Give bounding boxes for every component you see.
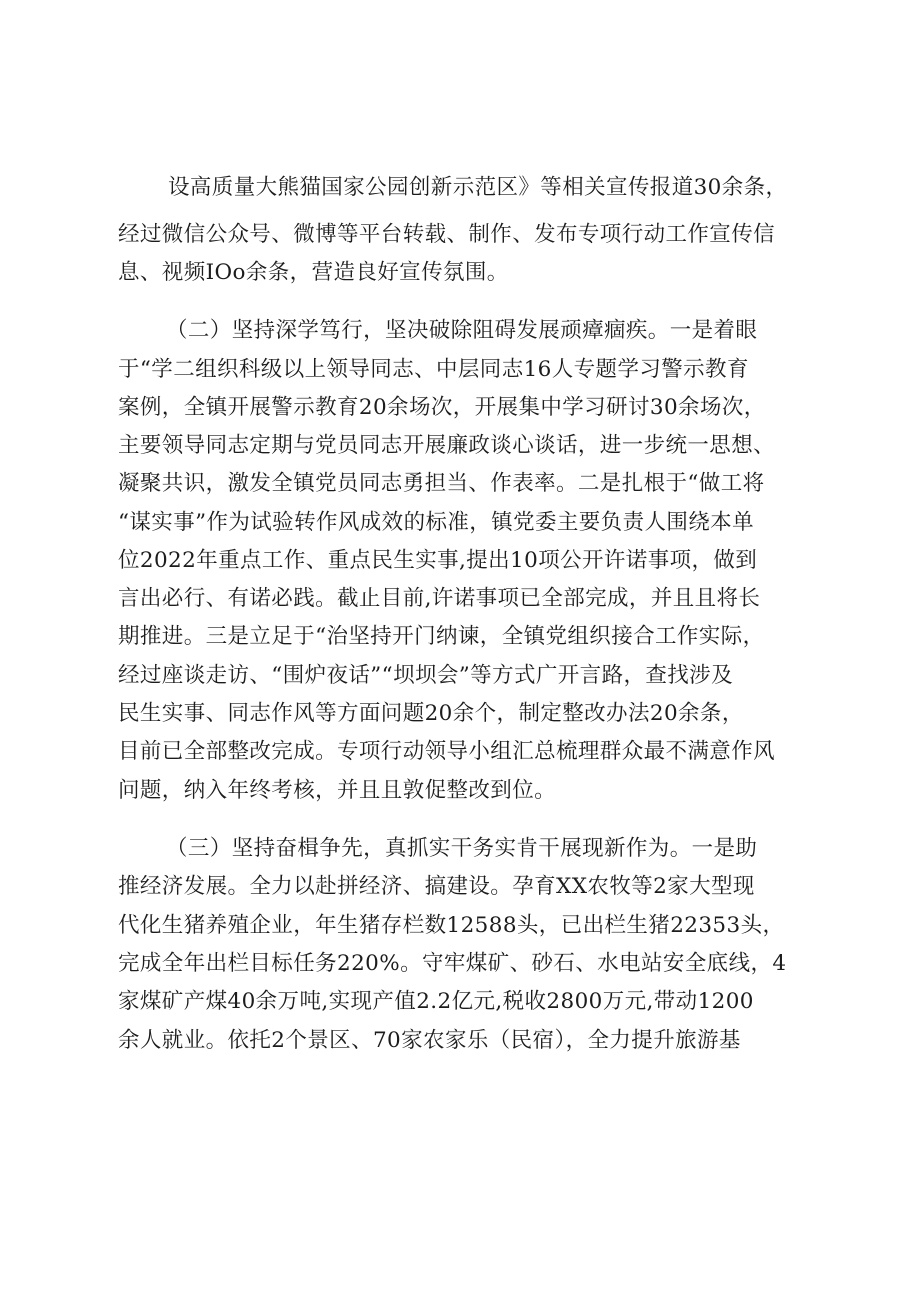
text-line: 位2022年重点工作、重点民生实事,提出10项公开许诺事项，做到 xyxy=(118,548,758,573)
text-line: （三）坚持奋楫争先，真抓实干务实肯干展现新作为。一是助 xyxy=(166,836,758,861)
text-line: 完成全年出栏目标任务220%。守牢煤矿、砂石、水电站安全底线，4 xyxy=(118,951,787,976)
text-line: 主要领导同志定期与党员同志开展廉政谈心谈话，进一步统一思想、 xyxy=(118,433,776,458)
text-line: 问题，纳入年终考核，并且且敦促整改到位。 xyxy=(118,778,557,803)
text-line: 经过座谈走访、“围炉夜话”“坝坝会”等方式广开言路，查找涉及 xyxy=(118,663,733,688)
text-line: 家煤矿产煤40余万吨,实现产值2.2亿元,税收2800万元,带动1200 xyxy=(118,989,754,1014)
text-line: 余人就业。依托2个景区、70家农家乐（民宿），全力提升旅游基 xyxy=(118,1028,741,1053)
text-line: （二）坚持深学笃行，坚决破除阻碍发展顽瘴痼疾。一是着眼 xyxy=(166,318,758,343)
text-line: “谋实事”作为试验转作风成效的标准，镇党委主要负责人围绕本单 xyxy=(118,510,754,535)
text-line: 推经济发展。全力以赴拼经济、搞建设。孕育XX农牧等2家大型现 xyxy=(118,874,755,899)
text-line: 民生实事、同志作风等方面问题20余个，制定整改办法20余条， xyxy=(118,701,744,726)
text-line: 目前已全部整改完成。专项行动领导小组汇总梳理群众最不满意作风 xyxy=(118,739,776,764)
text-line: 代化生猪养殖企业，年生猪存栏数12588头，已出栏生猪22353头， xyxy=(118,913,785,938)
text-line: 期推进。三是立足于“治坚持开门纳谏，全镇党组织接合工作实际， xyxy=(118,624,765,649)
text-line: 经过微信公众号、微博等平台转载、制作、发布专项行动工作宣传信 xyxy=(118,222,776,247)
text-line: 息、视频IOo余条，营造良好宣传氛围。 xyxy=(118,260,509,285)
text-line: 言出必行、有诺必践。截止目前,许诺事项已全部完成，并且且将长 xyxy=(118,586,761,611)
text-line: 凝聚共识，激发全镇党员同志勇担当、作表率。二是扎根于“做工将 xyxy=(118,471,765,496)
text-line: 案例，全镇开展警示教育20余场次，开展集中学习研讨30余场次， xyxy=(118,395,766,420)
text-line: 于“学二组织科级以上领导同志、中层同志16人专题学习警示教育 xyxy=(118,357,749,382)
text-line: 设高质量大熊猫国家公园创新示范区》等相关宣传报道30余条， xyxy=(168,175,788,200)
